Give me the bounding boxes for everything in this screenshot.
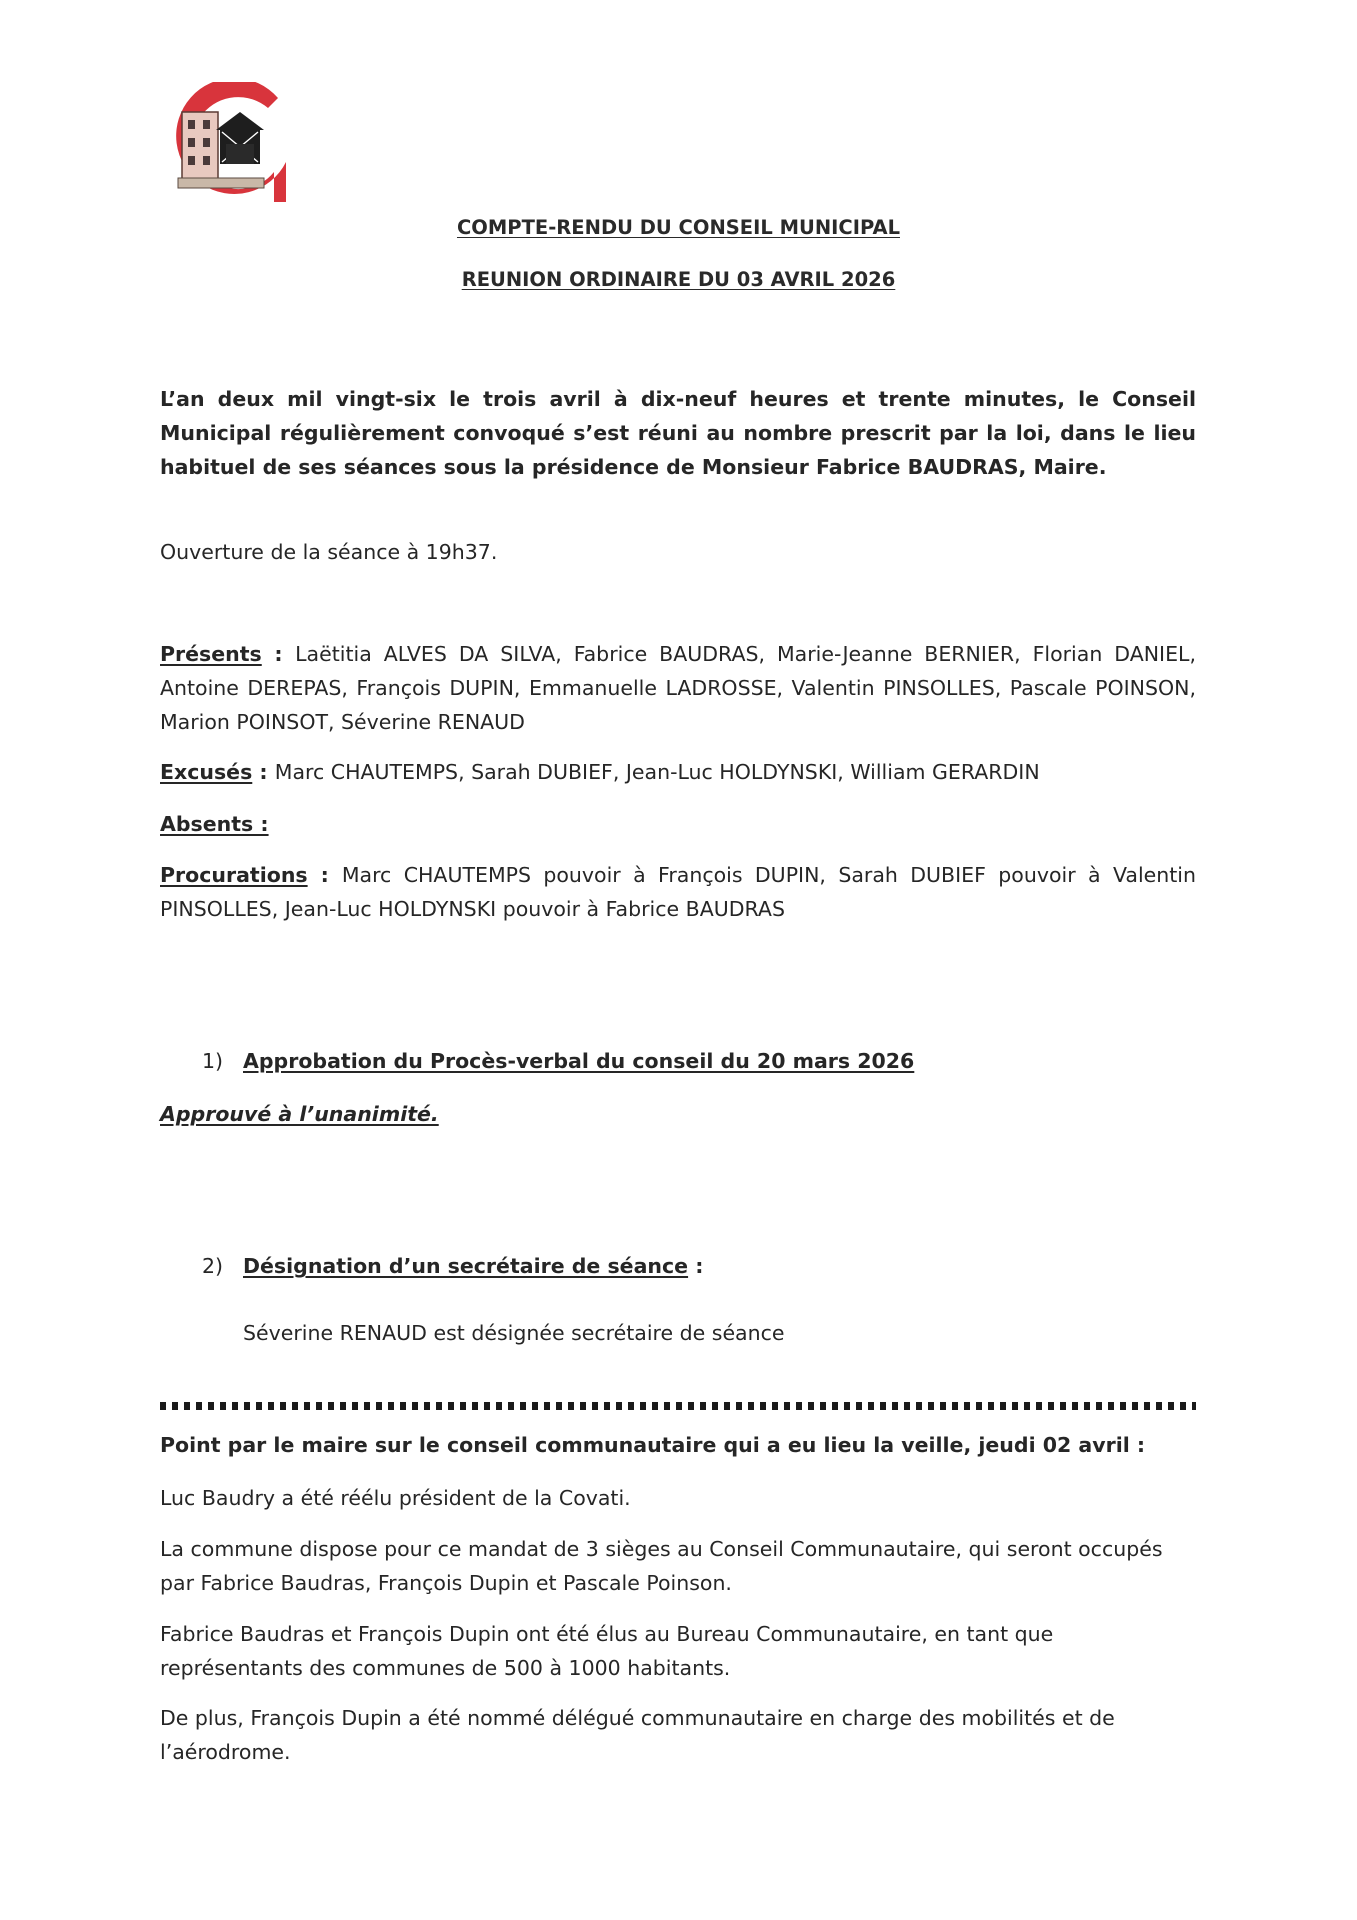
present-paragraph bbox=[160, 637, 1196, 739]
absent-label: Absents : bbox=[160, 812, 269, 836]
agenda-item-1-title: Approbation du Procès-verbal du conseil du 20 mars 2026 bbox=[243, 1049, 915, 1073]
excused-label: Excusés bbox=[160, 760, 253, 784]
agenda-item-2 bbox=[202, 1251, 703, 1281]
municipality-logo-icon bbox=[160, 82, 290, 214]
document-title: COMPTE-RENDU DU CONSEIL MUNICIPAL bbox=[456, 216, 900, 239]
excused-paragraph bbox=[160, 755, 1196, 789]
agenda-item-1 bbox=[202, 1046, 914, 1076]
proxies-value: Marc CHAUTEMPS pouvoir à François DUPIN, Sarah DUBIEF pouvoir à Valentin PINSOLLES, Jean-Luc HOLDYNSKI pouvoir à Fabrice BAUDRAS bbox=[160, 863, 1196, 921]
intro-paragraph: L’an deux mil vingt-six le trois avril à dix-neuf heures et trente minutes, le Conseil Municipal régulièrement convoqué s’est réuni au nombre prescrit par la loi, dans le lieu habituel de ses séances sous la présidence de Monsieur Fabrice BAUDRAS, Maire. bbox=[160, 387, 1196, 479]
excused-separator: : bbox=[252, 760, 275, 784]
community-paragraph-3: Fabrice Baudras et François Dupin ont été élus au Bureau Communautaire, en tant que représentants des communes de 500 à 1000 habitants. bbox=[160, 1622, 1054, 1680]
dotted-separator bbox=[160, 1402, 1196, 1410]
absent-paragraph bbox=[160, 807, 1196, 841]
present-label: Présents bbox=[160, 642, 262, 666]
community-paragraph-1: Luc Baudry a été réélu président de la Covati. bbox=[160, 1486, 631, 1510]
present-separator: : bbox=[261, 642, 296, 666]
proxies-separator: : bbox=[307, 863, 342, 887]
community-paragraph-2: La commune dispose pour ce mandat de 3 sièges au Conseil Communautaire, qui seront occupés par Fabrice Baudras, François Dupin et Pascale Poinson. bbox=[160, 1537, 1163, 1595]
opening-line: Ouverture de la séance à 19h37. bbox=[160, 540, 498, 564]
agenda-item-2-title: Désignation d’un secrétaire de séance bbox=[243, 1254, 689, 1278]
agenda-item-1-number: 1) bbox=[202, 1049, 224, 1073]
community-report-heading: Point par le maire sur le conseil communautaire qui a eu lieu la veille, jeudi 02 avril : bbox=[160, 1433, 1146, 1457]
excused-value: Marc CHAUTEMPS, Sarah DUBIEF, Jean-Luc HOLDYNSKI, William GERARDIN bbox=[274, 760, 1040, 784]
agenda-item-2-suffix: : bbox=[688, 1254, 704, 1278]
approved-unanimous: Approuvé à l’unanimité. bbox=[160, 1102, 439, 1126]
agenda-item-2-result: Séverine RENAUD est désignée secrétaire de séance bbox=[243, 1321, 785, 1345]
community-paragraph-4: De plus, François Dupin a été nommé délégué communautaire en charge des mobilités et de l’aérodrome. bbox=[160, 1706, 1115, 1764]
agenda-item-1-result bbox=[160, 1097, 1196, 1131]
present-value: Laëtitia ALVES DA SILVA, Fabrice BAUDRAS, Marie-Jeanne BERNIER, Florian DANIEL, Antoine DEREPAS, François DUPIN, Emmanuelle LADROSSE, Valentin PINSOLLES, Pascale POINSON, Marion POINSOT, Séverine RENAUD bbox=[160, 642, 1196, 734]
proxies-label: Procurations bbox=[160, 863, 308, 887]
proxies-paragraph bbox=[160, 858, 1196, 926]
agenda-item-2-number: 2) bbox=[202, 1254, 224, 1278]
document-subtitle: REUNION ORDINAIRE DU 03 AVRIL 2026 bbox=[461, 268, 896, 291]
